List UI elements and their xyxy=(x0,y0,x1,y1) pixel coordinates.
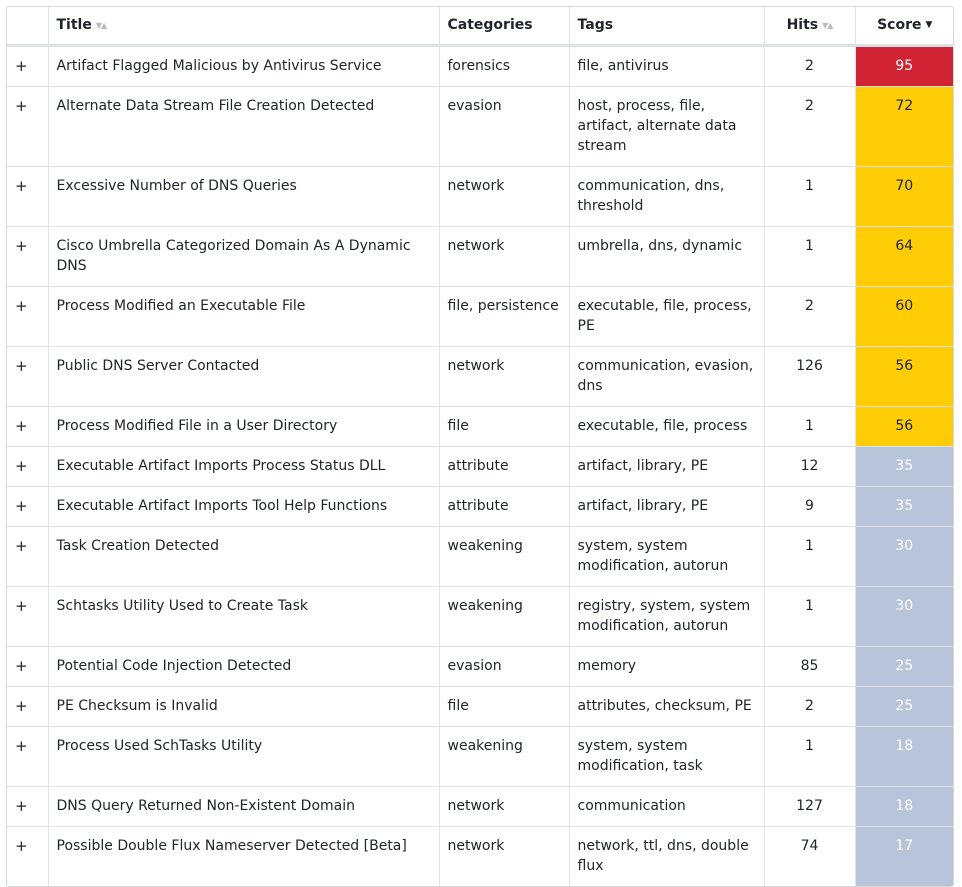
score-badge: 56 xyxy=(855,406,953,446)
behavior-categories: attribute xyxy=(439,486,569,526)
behavior-hits: 1 xyxy=(764,586,855,646)
score-badge: 72 xyxy=(855,86,953,166)
behavior-tags: communication, dns, threshold xyxy=(569,166,764,226)
behavior-hits: 12 xyxy=(764,446,855,486)
behavior-categories: file, persistence xyxy=(439,286,569,346)
score-header-label: Score xyxy=(877,17,922,34)
table-row[interactable] xyxy=(7,646,953,686)
expand-row-button[interactable]: + xyxy=(7,526,48,586)
table-row[interactable] xyxy=(7,786,953,826)
score-badge: 30 xyxy=(855,526,953,586)
behavior-hits: 74 xyxy=(764,826,855,886)
behavior-hits: 2 xyxy=(764,86,855,166)
expand-row-button[interactable]: + xyxy=(7,346,48,406)
behavior-title: Potential Code Injection Detected xyxy=(48,646,439,686)
behavior-tags: artifact, library, PE xyxy=(569,446,764,486)
behavior-title: Schtasks Utility Used to Create Task xyxy=(48,586,439,646)
expand-row-button[interactable]: + xyxy=(7,166,48,226)
table-row[interactable] xyxy=(7,726,953,786)
behavior-hits: 9 xyxy=(764,486,855,526)
score-badge: 95 xyxy=(855,45,953,86)
score-badge: 18 xyxy=(855,786,953,826)
behavior-hits: 1 xyxy=(764,526,855,586)
categories-header-label: Categories xyxy=(447,17,533,34)
behavior-hits: 1 xyxy=(764,406,855,446)
title-header-label: Title xyxy=(56,17,92,34)
hits-column-header[interactable] xyxy=(764,7,855,45)
expand-row-button[interactable]: + xyxy=(7,486,48,526)
behavior-categories: network xyxy=(439,226,569,286)
behavior-hits: 1 xyxy=(764,166,855,226)
score-column-header[interactable] xyxy=(855,7,953,45)
table-row[interactable] xyxy=(7,226,953,286)
score-badge: 56 xyxy=(855,346,953,406)
behavior-categories: weakening xyxy=(439,726,569,786)
expand-row-button[interactable]: + xyxy=(7,726,48,786)
tags-column-header xyxy=(569,7,764,45)
table-body xyxy=(7,45,953,886)
behavior-tags: registry, system, system modification, autorun xyxy=(569,586,764,646)
expand-row-button[interactable]: + xyxy=(7,646,48,686)
expand-row-button[interactable]: + xyxy=(7,406,48,446)
behavior-title: Artifact Flagged Malicious by Antivirus Service xyxy=(48,45,439,86)
behavior-tags: executable, file, process xyxy=(569,406,764,446)
table-row[interactable] xyxy=(7,586,953,646)
behavior-categories: network xyxy=(439,166,569,226)
behavior-tags: network, ttl, dns, double flux xyxy=(569,826,764,886)
behavior-hits: 127 xyxy=(764,786,855,826)
behavior-tags: communication, evasion, dns xyxy=(569,346,764,406)
score-badge: 70 xyxy=(855,166,953,226)
behavior-categories: file xyxy=(439,406,569,446)
score-badge: 25 xyxy=(855,686,953,726)
behavior-title: Public DNS Server Contacted xyxy=(48,346,439,406)
behavior-hits: 126 xyxy=(764,346,855,406)
behavior-title: Cisco Umbrella Categorized Domain As A Dynamic DNS xyxy=(48,226,439,286)
table-row[interactable] xyxy=(7,406,953,446)
expand-row-button[interactable]: + xyxy=(7,686,48,726)
score-badge: 30 xyxy=(855,586,953,646)
table-row[interactable] xyxy=(7,526,953,586)
tags-header-label: Tags xyxy=(577,17,614,34)
expand-row-button[interactable]: + xyxy=(7,446,48,486)
expand-row-button[interactable]: + xyxy=(7,45,48,86)
behavior-hits: 2 xyxy=(764,286,855,346)
behavior-tags: umbrella, dns, dynamic xyxy=(569,226,764,286)
expand-row-button[interactable]: + xyxy=(7,286,48,346)
score-badge: 18 xyxy=(855,726,953,786)
behavior-hits: 1 xyxy=(764,726,855,786)
sort-unsorted-icon[interactable]: ▼▲ xyxy=(95,20,107,30)
score-badge: 17 xyxy=(855,826,953,886)
behavior-title: PE Checksum is Invalid xyxy=(48,686,439,726)
behaviors-table xyxy=(7,7,953,886)
score-badge: 35 xyxy=(855,486,953,526)
behavior-categories: file xyxy=(439,686,569,726)
behaviors-table-container xyxy=(6,6,954,887)
behavior-tags: communication xyxy=(569,786,764,826)
table-row[interactable] xyxy=(7,486,953,526)
behavior-title: DNS Query Returned Non-Existent Domain xyxy=(48,786,439,826)
behavior-categories: network xyxy=(439,786,569,826)
title-column-header[interactable] xyxy=(48,7,439,45)
table-row[interactable] xyxy=(7,346,953,406)
table-row[interactable] xyxy=(7,446,953,486)
score-badge: 60 xyxy=(855,286,953,346)
behavior-tags: system, system modification, task xyxy=(569,726,764,786)
behavior-categories: weakening xyxy=(439,526,569,586)
behavior-hits: 85 xyxy=(764,646,855,686)
expand-row-button[interactable]: + xyxy=(7,826,48,886)
behavior-title: Process Used SchTasks Utility xyxy=(48,726,439,786)
table-row[interactable] xyxy=(7,826,953,886)
score-badge: 35 xyxy=(855,446,953,486)
behavior-title: Executable Artifact Imports Process Status DLL xyxy=(48,446,439,486)
behavior-tags: system, system modification, autorun xyxy=(569,526,764,586)
behavior-tags: host, process, file, artifact, alternate data stream xyxy=(569,86,764,166)
table-row[interactable] xyxy=(7,45,953,86)
behavior-categories: network xyxy=(439,826,569,886)
behavior-categories: weakening xyxy=(439,586,569,646)
table-header xyxy=(7,7,953,45)
expand-row-button[interactable]: + xyxy=(7,586,48,646)
behavior-categories: network xyxy=(439,346,569,406)
expand-row-button[interactable]: + xyxy=(7,226,48,286)
behavior-categories: forensics xyxy=(439,45,569,86)
score-badge: 25 xyxy=(855,646,953,686)
behavior-tags: memory xyxy=(569,646,764,686)
behavior-hits: 1 xyxy=(764,226,855,286)
hits-header-label: Hits xyxy=(786,17,819,34)
behavior-title: Process Modified an Executable File xyxy=(48,286,439,346)
behavior-tags: executable, file, process, PE xyxy=(569,286,764,346)
behavior-title: Executable Artifact Imports Tool Help Functions xyxy=(48,486,439,526)
behavior-title: Alternate Data Stream File Creation Detected xyxy=(48,86,439,166)
table-row[interactable] xyxy=(7,686,953,726)
table-row[interactable] xyxy=(7,286,953,346)
table-row[interactable] xyxy=(7,166,953,226)
expand-row-button[interactable]: + xyxy=(7,86,48,166)
behavior-title: Excessive Number of DNS Queries xyxy=(48,166,439,226)
behavior-tags: attributes, checksum, PE xyxy=(569,686,764,726)
score-badge: 64 xyxy=(855,226,953,286)
behavior-hits: 2 xyxy=(764,686,855,726)
behavior-hits: 2 xyxy=(764,45,855,86)
behavior-title: Process Modified File in a User Directory xyxy=(48,406,439,446)
behavior-categories: attribute xyxy=(439,446,569,486)
behavior-tags: file, antivirus xyxy=(569,45,764,86)
behavior-title: Possible Double Flux Nameserver Detected [Beta] xyxy=(48,826,439,886)
behavior-title: Task Creation Detected xyxy=(48,526,439,586)
categories-column-header xyxy=(439,7,569,45)
behavior-tags: artifact, library, PE xyxy=(569,486,764,526)
expand-column-header xyxy=(7,7,48,45)
table-row[interactable] xyxy=(7,86,953,166)
behavior-categories: evasion xyxy=(439,646,569,686)
sort-unsorted-icon[interactable]: ▼▲ xyxy=(822,20,833,30)
header-row xyxy=(7,7,953,45)
sort-descending-icon[interactable]: ▼ xyxy=(925,20,932,31)
behavior-categories: evasion xyxy=(439,86,569,166)
expand-row-button[interactable]: + xyxy=(7,786,48,826)
